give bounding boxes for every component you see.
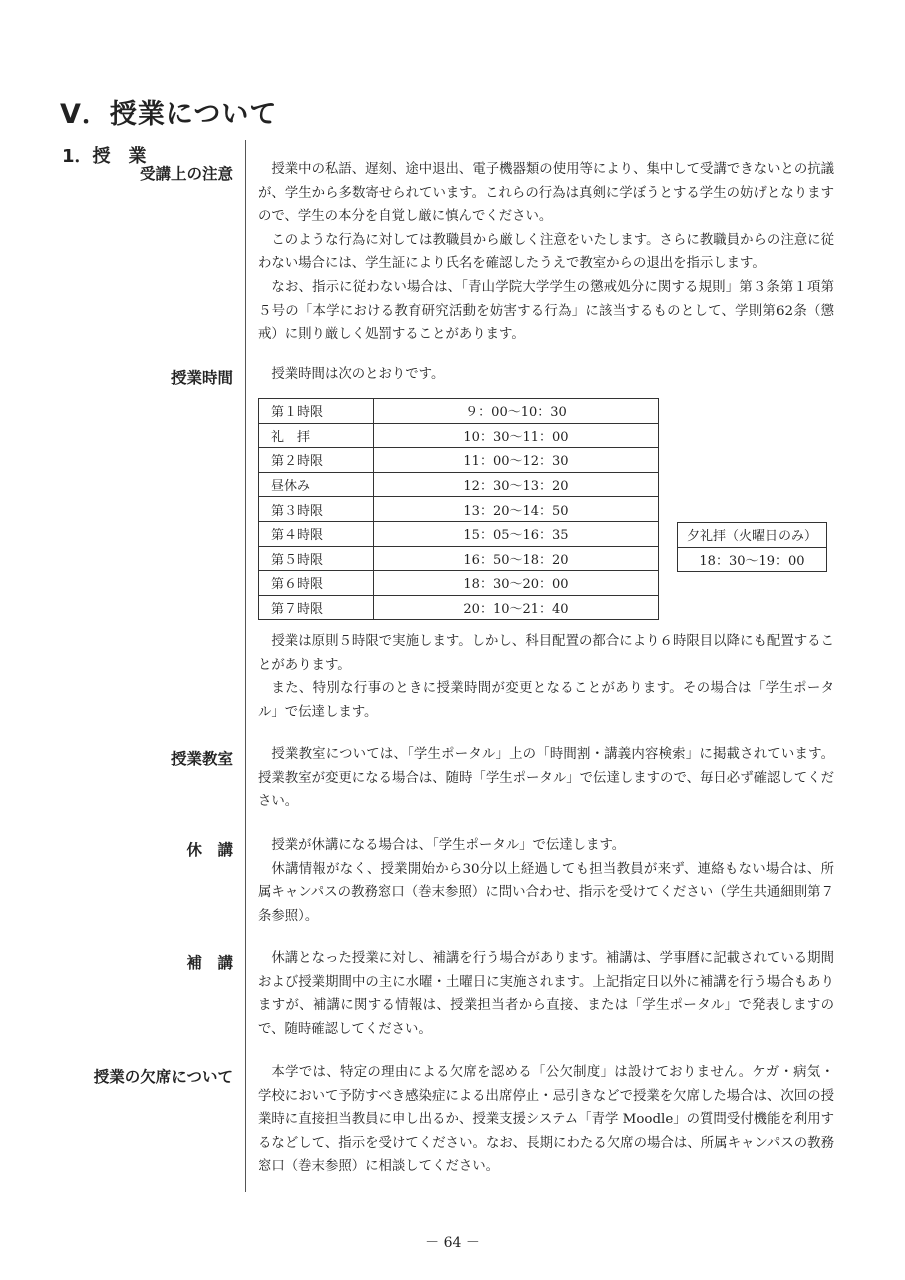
paragraph: 授業中の私語、遅刻、途中退出、電子機器類の使用等により、集中して受講できないとの抗議が、学生から多数寄せられています。これらの行為は真剣に学ぼうとする学生の妨げとなりますので、学生の本分を自覚し厳に慎んでください。 — [258, 162, 834, 225]
section-title: 1．授 業 — [62, 146, 147, 167]
cancel-text — [258, 834, 834, 928]
evening-service-label: 夕礼拝（火曜日のみ） — [678, 523, 827, 548]
table-row — [259, 399, 659, 424]
class-schedule-table — [258, 398, 659, 620]
table-row — [259, 497, 659, 522]
chapter-title: Ⅴ．授業について — [60, 99, 278, 130]
paragraph: なお、指示に従わない場合は、「青山学院大学学生の懲戒処分に関する規則」第３条第１項第５号の「本学における教育研究活動を妨害する行為」に該当するものとして、学則第62条（懲戒）に則り厳しく処罰することがあります。 — [258, 279, 834, 343]
topic-label-room: 授業教室 — [170, 750, 233, 768]
time-cell: 10：30〜11：00 — [374, 423, 659, 448]
period-cell: 第３時限 — [259, 497, 374, 522]
time-cell: 15：05〜16：35 — [374, 521, 659, 546]
table-row — [678, 547, 827, 572]
topic-label-cancel: 休 講 — [186, 841, 233, 859]
time-cell: 12：30〜13：20 — [374, 472, 659, 497]
table-row — [259, 472, 659, 497]
time-cell: 16：50〜18：20 — [374, 546, 659, 571]
table-row — [259, 546, 659, 571]
paragraph: 授業時間は次のとおりです。 — [271, 367, 445, 382]
time-cell: 13：20〜14：50 — [374, 497, 659, 522]
paragraph: 本学では、特定の理由による欠席を認める「公欠制度」は設けておりません。ケガ・病気・学校において予防すべき感染症による出席停止・忌引きなどで授業を欠席した場合は、次回の授業時に直接担当教員に申し出るか、授業支援システム「青学 Moodle」の質問受付機能を利用するなどして、指示を受けてください。なお、長期にわたる欠席の場合は、所属キャンパスの教務窓口（巻末参照）に相談してください。 — [258, 1065, 834, 1175]
period-cell: 第４時限 — [259, 521, 374, 546]
hours-notes — [258, 630, 834, 724]
evening-service-time: 18：30〜19：00 — [678, 547, 827, 572]
period-cell: 昼休み — [259, 472, 374, 497]
evening-service-table — [677, 522, 827, 572]
paragraph: このような行為に対しては教職員から厳しく注意をいたします。さらに教職員からの注意に従わない場合には、学生証により氏名を確認したうえで教室からの退出を指示します。 — [258, 232, 834, 272]
table-row — [678, 523, 827, 548]
paragraph: また、特別な行事のときに授業時間が変更となることがあります。その場合は「学生ポータル」で伝達します。 — [258, 681, 834, 720]
period-cell: 第１時限 — [259, 399, 374, 424]
topic-label-hours: 授業時間 — [170, 369, 233, 387]
table-row — [259, 571, 659, 596]
time-cell: 18：30〜20：00 — [374, 571, 659, 596]
topic-label-makeup: 補 講 — [186, 954, 233, 972]
topic-label-absence: 授業の欠席について — [93, 1068, 233, 1086]
page-number: － 64 － — [425, 1235, 480, 1251]
time-cell: 20：10〜21：40 — [374, 595, 659, 620]
table-row — [259, 448, 659, 473]
topic-label-attention: 受講上の注意 — [139, 165, 233, 183]
period-cell: 第２時限 — [259, 448, 374, 473]
hours-intro — [258, 363, 834, 387]
paragraph: 休講情報がなく、授業開始から30分以上経過しても担当教員が来ず、連絡もない場合は、所属キャンパスの教務窓口（巻末参照）に問い合わせ、指示を受けてください（学生共通細則第７条参照）。 — [258, 861, 834, 924]
absence-text — [258, 1061, 834, 1179]
period-cell: 礼 拝 — [259, 423, 374, 448]
makeup-text — [258, 947, 834, 1041]
table-row — [259, 595, 659, 620]
paragraph: 授業は原則５時限で実施します。しかし、科目配置の都合により６時限目以降にも配置することがあります。 — [258, 634, 834, 673]
table-row — [259, 423, 659, 448]
table-row — [259, 521, 659, 546]
period-cell: 第５時限 — [259, 546, 374, 571]
paragraph: 休講となった授業に対し、補講を行う場合があります。補講は、学事暦に記載されている期間および授業期間中の主に水曜・土曜日に実施されます。上記指定日以外に補講を行う場合もありますが、補講に関する情報は、授業担当者から直接、または「学生ポータル」で発表しますので、随時確認してください。 — [258, 951, 834, 1037]
vertical-divider — [245, 140, 246, 1192]
period-cell: 第６時限 — [259, 571, 374, 596]
paragraph: 授業が休講になる場合は、「学生ポータル」で伝達します。 — [271, 838, 626, 853]
attention-text — [258, 158, 834, 347]
paragraph: 授業教室については、「学生ポータル」上の「時間割・講義内容検索」に掲載されています。授業教室が変更になる場合は、随時「学生ポータル」で伝達しますので、毎日必ず確認してください。 — [258, 747, 834, 810]
time-cell: ９：00〜10：30 — [374, 399, 659, 424]
time-cell: 11：00〜12：30 — [374, 448, 659, 473]
room-text — [258, 743, 834, 814]
period-cell: 第７時限 — [259, 595, 374, 620]
